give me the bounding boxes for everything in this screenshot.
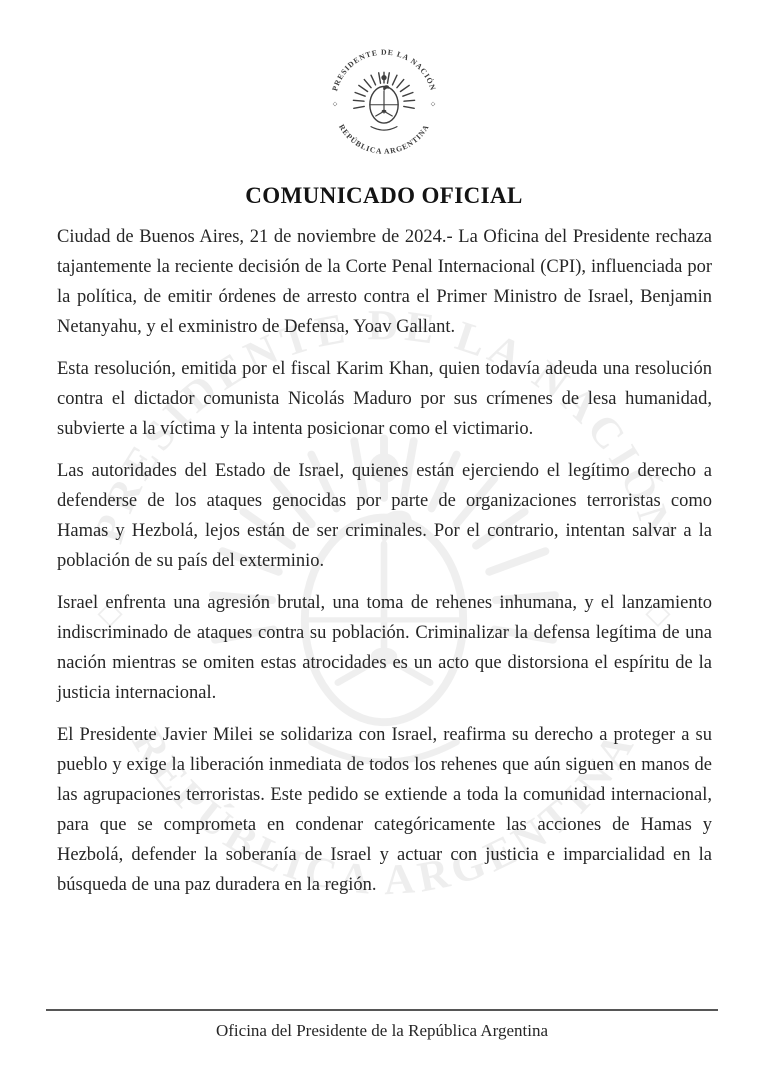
document-header — [0, 0, 768, 209]
communique-body — [57, 222, 712, 912]
paragraph-israel-authorities: Las autoridades del Estado de Israel, quienes están ejerciendo el legítimo derecho a defenderse de los ataques genocidas por parte de organizaciones terroristas como Hamas y Hezbolá, lejos están de ser criminales. Por el contrario, intentan salvar a la población de su país del exterminio. — [57, 461, 712, 571]
paragraph-milei-solidarity: El Presidente Javier Milei se solidariza con Israel, reafirma su derecho a proteger a su pueblo y exige la liberación inmediata de todos los rehenes que aún siguen en manos de las agrupaciones terroristas. Este pedido se extiende a toda la comunidad internacional, para que se comprometa en condenar categóricamente las acciones de Hamas y Hezbolá, defender la soberanía de Israel y actuar con justicia e imparcialidad en la búsqueda de una paz duradera en la región. — [57, 725, 712, 895]
paragraph-israel-aggression: Israel enfrenta una agresión brutal, una toma de rehenes inhumana, y el lanzamiento indiscriminado de ataques contra su población. Criminalizar la defensa legítima de una nación mientras se omiten estas atrocidades es un acto que distorsiona el espíritu de la justicia internacional. — [57, 593, 712, 703]
footer-text: Oficina del Presidente de la República Argentina — [215, 1021, 549, 1040]
page-title: COMUNICADO OFICIAL — [245, 183, 523, 208]
document-footer — [46, 1009, 718, 1041]
paragraph-karim-khan-resolution: Esta resolución, emitida por el fiscal Karim Khan, quien todavía adeuda una resolución contra el dictador comunista Nicolás Maduro por sus crímenes de lesa humanidad, subvierte a la víctima y la intenta posicionar como el victimario. — [57, 359, 712, 439]
presidential-seal-icon — [325, 44, 443, 162]
paragraph-dateline-icc-decision: Ciudad de Buenos Aires, 21 de noviembre de 2024.- La Oficina del Presidente rechaza tajantemente la reciente decisión de la Corte Penal Internacional (CPI), influenciada por la política, de emitir órdenes de arresto contra el Primer Ministro de Israel, Benjamin Netanyahu, y el exministro de Defensa, Yoav Gallant. — [57, 227, 712, 337]
footer-divider — [46, 1009, 718, 1011]
